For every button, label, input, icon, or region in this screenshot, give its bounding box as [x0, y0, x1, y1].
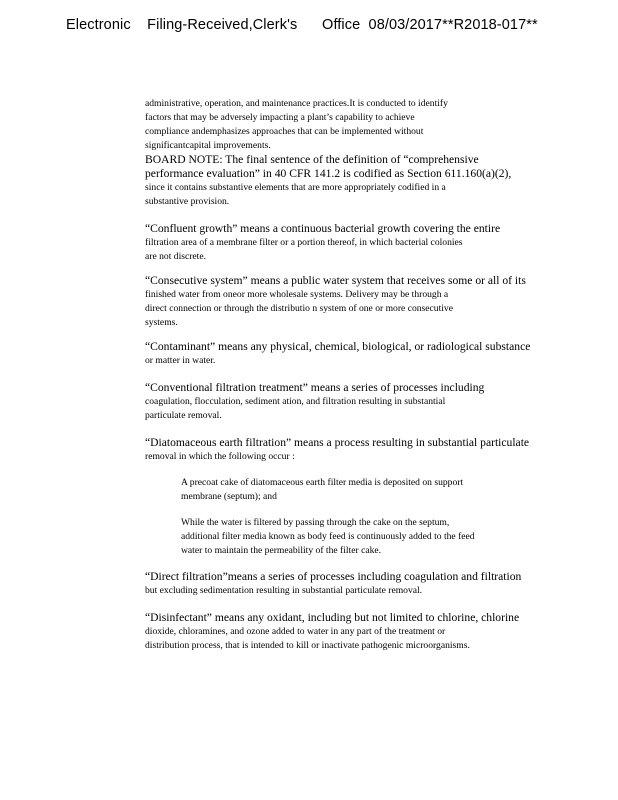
definition-paragraph: [145, 274, 545, 330]
text-line: additional filter media known as body feed is continuously added to the feed: [181, 531, 475, 542]
filing-header: Electronic Filing-Received,Clerk's Office 08/03/2017**R2018-017**: [66, 17, 538, 33]
text-line: significantcapital improvements.: [145, 140, 271, 151]
text-line: water to maintain the permeability of the filter cake.: [181, 545, 382, 556]
definition-paragraph: [145, 97, 545, 209]
text-line: compliance andemphasizes approaches that can be implemented without: [145, 126, 424, 137]
definition-paragraph: [145, 611, 545, 653]
text-line: A precoat cake of diatomaceous earth filter media is deposited on support: [181, 477, 464, 488]
text-line: dioxide, chloramines, and ozone added to water in any part of the treatment or: [145, 626, 446, 637]
definition-paragraph: [145, 436, 545, 464]
text-line: direct connection or through the distributio n system of one or more consecutive: [145, 303, 453, 314]
definition-paragraph: [145, 381, 545, 423]
text-line: “Contaminant” means any physical, chemical, biological, or radiological substance: [145, 340, 531, 353]
text-line: “Diatomaceous earth filtration” means a process resulting in substantial particulate: [145, 436, 530, 449]
text-line: factors that may be adversely impacting a plant’s capability to achieve: [145, 112, 415, 123]
text-line: systems.: [145, 317, 178, 328]
definition-paragraph: [145, 570, 545, 598]
text-line: “Disinfectant” means any oxidant, including but not limited to chlorine, chlorine: [145, 611, 520, 624]
definition-paragraph: [181, 516, 546, 558]
text-line: While the water is filtered by passing through the cake on the septum,: [181, 517, 450, 528]
text-line: since it contains substantive elements that are more appropriately codified in a: [145, 182, 446, 193]
text-line: particulate removal.: [145, 410, 222, 421]
text-line: are not discrete.: [145, 251, 206, 262]
text-line: “Consecutive system” means a public water system that receives some or all of its: [145, 274, 526, 287]
text-line: membrane (septum); and: [181, 491, 277, 502]
text-line: filtration area of a membrane filter or a portion thereof, in which bacterial colonies: [145, 237, 463, 248]
text-line: removal in which the following occur :: [145, 451, 295, 462]
text-line: finished water from oneor more wholesale systems. Delivery may be through a: [145, 289, 449, 300]
text-line: “Direct filtration”means a series of processes including coagulation and filtration: [145, 570, 522, 583]
text-line: substantive provision.: [145, 196, 230, 207]
text-line: administrative, operation, and maintenance practices.It is conducted to identify: [145, 98, 448, 109]
definition-paragraph: [181, 476, 546, 504]
definition-paragraph: [145, 340, 545, 368]
document-body: [145, 97, 545, 653]
text-line: or matter in water.: [145, 355, 216, 366]
text-line: performance evaluation” in 40 CFR 141.2 is codified as Section 611.160(a)(2),: [145, 167, 512, 180]
text-line: “Conventional filtration treatment” means a series of processes including: [145, 381, 485, 394]
text-line: BOARD NOTE: The final sentence of the definition of “comprehensive: [145, 153, 479, 166]
text-line: coagulation, flocculation, sediment ation, and filtration resulting in substantial: [145, 396, 446, 407]
text-line: “Confluent growth” means a continuous bacterial growth covering the entire: [145, 222, 501, 235]
text-line: but excluding sedimentation resulting in substantial particulate removal.: [145, 585, 423, 596]
definition-paragraph: [145, 222, 545, 264]
text-line: distribution process, that is intended to kill or inactivate pathogenic microorganisms.: [145, 640, 470, 651]
